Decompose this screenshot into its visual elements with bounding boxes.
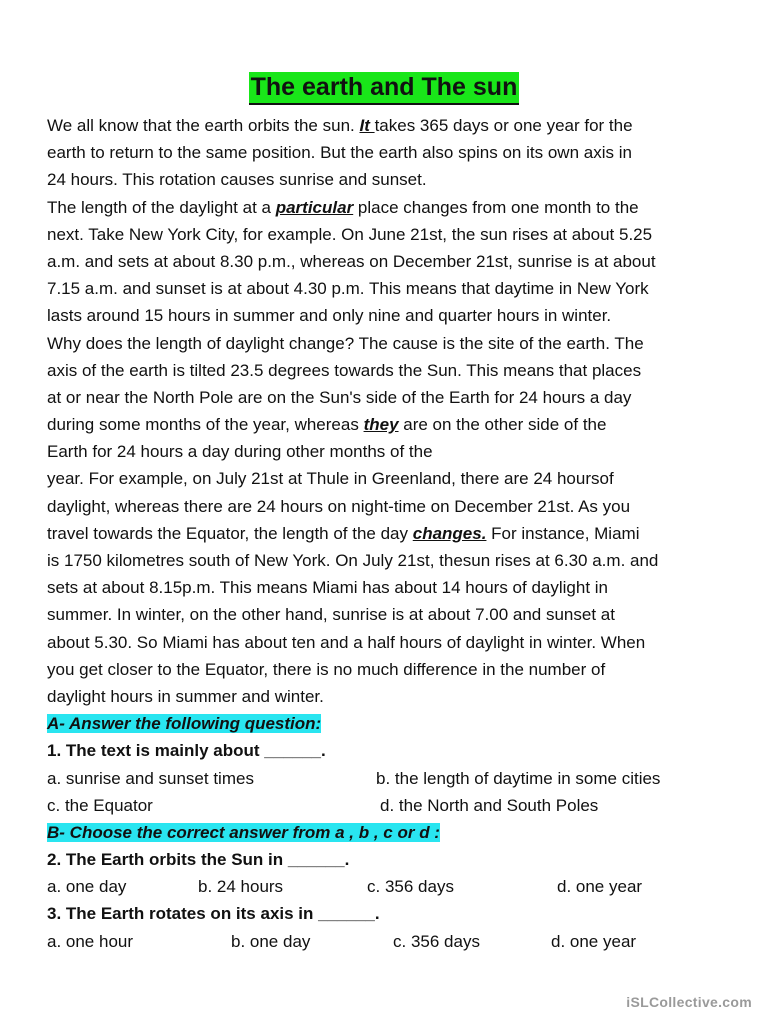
question-3-options [47,928,737,955]
section-a-line [47,710,737,737]
passage-line: is 1750 kilometres south of New York. On July 21st, thesun rises at 6.30 a.m. and [47,551,659,570]
q3-option-d[interactable]: d. one year [551,931,637,951]
passage-line: lasts around 15 hours in summer and only nine and quarter hours in winter. [47,306,612,326]
emphasized-word: It [359,116,375,135]
passage-line [47,194,737,221]
q3-option-b[interactable]: b. one day [231,931,311,951]
question-1-options-row1 [47,765,737,792]
passage-line: next. Take New York City, for example. On June 21st, the sun rises at about 5.25 [47,224,653,244]
passage-text: For instance, Miami [486,523,640,543]
passage-line: you get closer to the Equator, there is no much difference in the number of [47,659,606,679]
passage-line [47,411,737,438]
passage-line: year. For example, on July 21st at Thule in Greenland, there are 24 hoursof [47,469,614,489]
section-b-heading: B- Choose the correct answer from a , b , c or d : [47,822,440,842]
question-1-options-row2 [47,792,737,819]
passage-text: are on the other side of the [398,415,607,435]
passage-line: daylight, whereas there are 24 hours on night-time on December 21st. As you [47,496,631,516]
passage-text: The length of the daylight at a [47,197,276,217]
passage-line: Why does the length of daylight change? The cause is the site of the earth. The [47,333,644,353]
question-2-options [47,873,737,900]
q1-option-c[interactable]: c. the Equator [47,795,153,815]
q2-option-a[interactable]: a. one day [47,877,127,897]
reading-passage [47,112,737,955]
passage-line [47,112,737,139]
passage-text: place changes from one month to the [353,197,639,217]
passage-line: daylight hours in summer and winter. [47,686,324,706]
passage-line: earth to return to the same position. But the earth also spins on its own axis in [47,143,632,163]
passage-text: travel towards the Equator, the length of the day [47,523,413,543]
question-2: 2. The Earth orbits the Sun in ______. [47,850,350,870]
q1-option-a[interactable]: a. sunrise and sunset times [47,768,254,788]
title-container [0,72,768,105]
q2-option-d[interactable]: d. one year [557,877,643,897]
passage-line: Earth for 24 hours a day during other months of the [47,442,433,462]
section-a-heading: A- Answer the following question: [47,714,322,734]
emphasized-word: they [363,415,399,435]
passage-line: at or near the North Pole are on the Sun's side of the Earth for 24 hours a day [47,387,632,407]
passage-text: during some months of the year, whereas [47,415,364,435]
passage-line: a.m. and sets at about 8.30 p.m., whereas on December 21st, sunrise is at about [47,251,656,271]
passage-line: sets at about 8.15p.m. This means Miami has about 14 hours of daylight in [47,578,608,598]
q3-option-c[interactable]: c. 356 days [393,931,480,951]
question-3: 3. The Earth rotates on its axis in ______. [47,904,380,924]
q1-option-b[interactable]: b. the length of daytime in some cities [376,768,661,788]
passage-line: 24 hours. This rotation causes sunrise and sunset. [47,170,427,190]
worksheet-title: The earth and The sun [249,72,520,105]
passage-line: axis of the earth is tilted 23.5 degrees towards the Sun. This means that places [47,360,642,380]
q2-option-c[interactable]: c. 356 days [367,877,454,897]
passage-line: about 5.30. So Miami has about ten and a half hours of daylight in winter. When [47,632,646,652]
q2-option-b[interactable]: b. 24 hours [198,877,284,897]
passage-line [47,520,737,547]
emphasized-word: particular [275,197,354,217]
passage-text: takes 365 days or one year for the [374,116,633,135]
passage-line: summer. In winter, on the other hand, sunrise is at about 7.00 and sunset at [47,605,615,625]
section-b-line [47,819,737,846]
q3-option-a[interactable]: a. one hour [47,931,134,951]
question-1: 1. The text is mainly about ______. [47,741,326,761]
passage-text: We all know that the earth orbits the sun. [47,116,360,135]
passage-line: 7.15 a.m. and sunset is at about 4.30 p.m. This means that daytime in New York [47,279,649,299]
q1-option-d[interactable]: d. the North and South Poles [380,795,599,815]
watermark-footer: iSLCollective.com [626,994,752,1010]
emphasized-word: changes. [412,523,487,543]
